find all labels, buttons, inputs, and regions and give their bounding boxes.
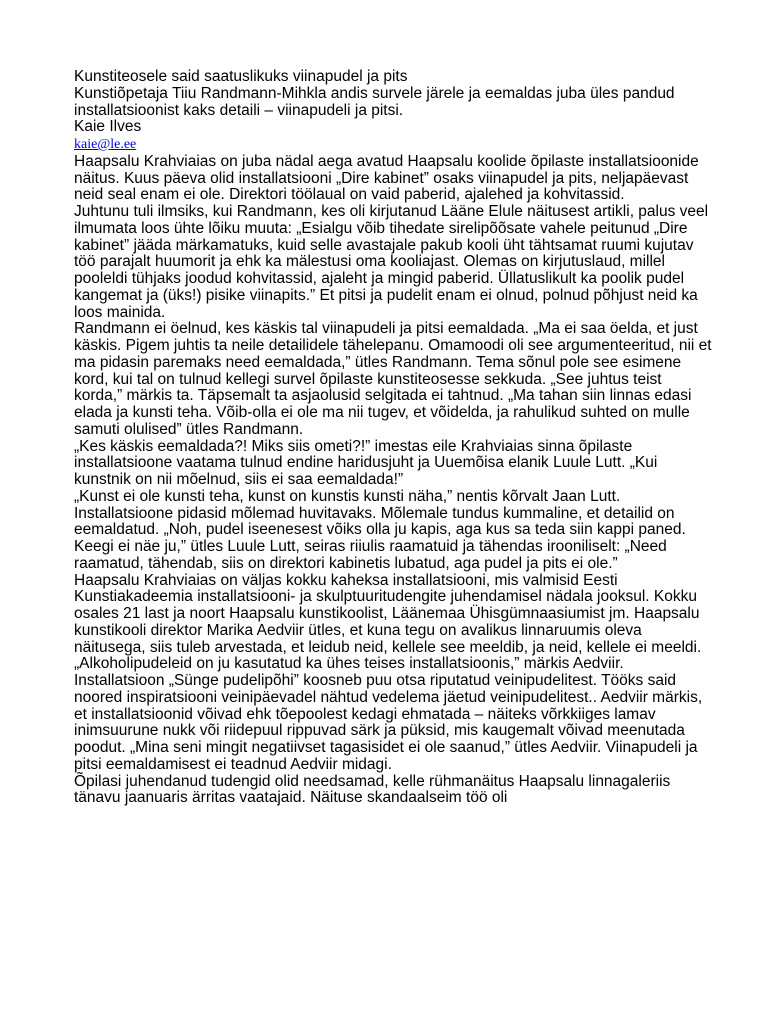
article-title: Kunstiteosele said saatuslikuks viinapudel ja pits: [74, 68, 408, 85]
paragraph-4: „Kes käskis eemaldada?! Miks siis ometi?!” imestas eile Krahviaias sinna õpilaste installatsioone vaatama tulnud endine haridusjuht ja Uuemõisa elanik Luule Lutt. „Kui kunstnik on nii mõelnud, siis ei saa eemaldada!”: [74, 437, 658, 488]
paragraph-6: Haapsalu Krahviaias on väljas kokku kaheksa installatsiooni, mis valmisid Eesti Kunstiakadeemia installatsiooni- ja skulptuuritudengite juhendamisel nädala jooksul. Kokku osales 21 last ja noort Haapsalu kunstikoolist, Läänemaa Ühisgümnaasiumist jm. Haapsalu kunstikooli direktor Marika Aedviir ütles, et kuna tegu on avalikus linnaruumis oleva näitusega, siis tuleb arvestada, et leidub neid, kellele see meeldib, ja neid, kellele ei meeldi. „Alkoholipudeleid on ju kasutatud ka ühes teises installatsioonis,” märkis Aedviir. Installatsioon „Sünge pudelipõhi” koosneb puu otsa riputatud veinipudelitest. Tööks said noored inspiratsiooni veinipäevadel nähtud vedelema jäetud veinipudelitest.. Aedviir märkis, et installatsioonid võivad ehk tõepoolest kedagi ehmatada – näiteks võrkkiiges lamav inimsuurune nukk või riidepuul rippuvad särk ja püksid, mis kaugemalt võivad meenutada poodut. „Mina seni mingit negatiivset tagasisidet ei ole saanud,” ütles Aedviir. Viinapudeli ja pitsi eemaldamisest ei teadnud Aedviir midagi.: [74, 571, 703, 773]
paragraph-3: Randmann ei öelnud, kes käskis tal viinapudeli ja pitsi eemaldada. „Ma ei saa öelda, et just käskis. Pigem juhtis ta neile detailidele tähelepanu. Omamoodi oli see argumenteeritud, nii et ma pidasin paremaks need eemaldada,” ütles Randmann. Tema sõnul pole see esimene kord, kui tal on tulnud kellegi survel õpilaste kunstiteosesse sekkuda. „See juhtus teist korda,” märkis ta. Täpsemalt ta asjaolusid selgitada ei tahtnud. „Ma tahan siin linnas edasi elada ja kunsti teha. Võib-olla ei ole ma nii tugev, et võidelda, ja rahulikud suhted on mulle samuti olulised” ütles Randmann.: [74, 320, 712, 438]
paragraph-1: Haapsalu Krahviaias on juba nädal aega avatud Haapsalu koolide õpilaste installatsioonide näitus. Kuus päeva olid installatsiooni „Dire kabinet” osaks viinapudel ja pits, neljapäevast neid seal enam ei ole. Direktori töölaual on vaid paberid, ajalehed ja kohvitassid.: [74, 152, 699, 204]
article: [74, 69, 714, 807]
paragraph-7: Õpilasi juhendanud tudengid olid needsamad, kelle rühmanäitus Haapsalu linnagaleriis tänavu jaanuaris ärritas vaatajaid. Näituse skandaalseim töö oli: [74, 772, 671, 807]
paragraph-5: „Kunst ei ole kunsti teha, kunst on kunstis kunsti näha,” nentis kõrvalt Jaan Lutt. Installatsioone pidasid mõlemad huvitavaks. Mõlemale tundus kummaline, et detailid on eemaldatud. „Noh, pudel iseenesest võiks olla ju kapis, aga kus sa teda siin kappi paned. Keegi ei näe ju,” ütles Luule Lutt, seiras riiulis raamatuid ja tähendas irooniliselt: „Need raamatud, tähendab, siis on direktori kabinetis lubatud, aga pudel ja pits ei ole.”: [74, 487, 686, 572]
article-lead: Kunstiõpetaja Tiiu Randmann-Mihkla andis survele järele ja eemaldas juba üles pandud installatsioonist kaks detaili – viinapudeli ja pitsi.: [74, 84, 675, 119]
paragraph-2: Juhtunu tuli ilmsiks, kui Randmann, kes oli kirjutanud Lääne Elule näitusest artikli, palus veel ilmumata loos ühte lõiku muuta: „Esialgu võib tihedate sirelipõõsate vahele peitunud „Dire kabinet” jääda märkamatuks, kuid selle avastajale pakub kooli üht tähtsamat ruumi kujutav töö parajalt huumorit ja ehk ka mälestusi oma kooliajast. Olemas on kirjutuslaud, millel pooleldi tühjaks joodud kohvitassid, ajaleht ja mingid paberid. Üllatuslikult ka poolik pudel kangemat ja (üks!) pisike viinapits.” Et pitsi ja pudelit enam ei olnud, polnud põhjust neid ka loos mainida.: [74, 203, 709, 321]
article-author: Kaie Ilves: [74, 118, 142, 136]
author-email-link[interactable]: kaie@le.ee: [74, 137, 137, 152]
